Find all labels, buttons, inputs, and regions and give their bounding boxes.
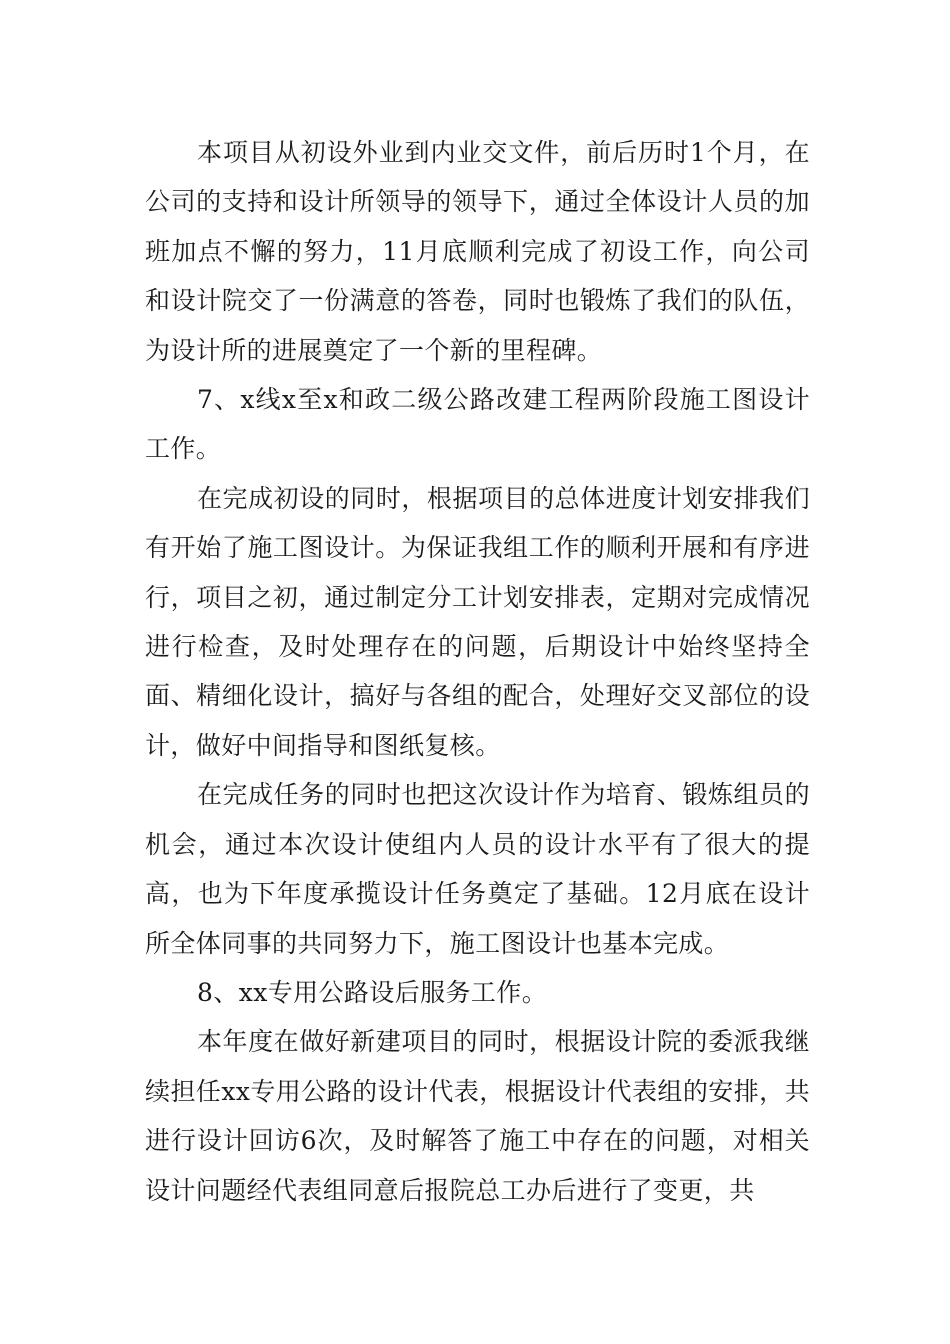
paragraph-item-7-heading: 7、x线x至x和政二级公路改建工程两阶段施工图设计工作。: [145, 385, 810, 464]
paragraph-item-8-heading: 8、xx专用公路设后服务工作。: [197, 977, 548, 1007]
paragraph-preliminary-design-summary: 本项目从初设外业到内业交文件，前后历时1个月，在公司的支持和设计所领导的领导下，通过全体设计人员的加班加点不懈的努力，11月底顺利完成了初设工作，向公司和设计院交了一份满意的答卷，同时也锻炼了我们的队伍，为设计所的进展奠定了一个新的里程碑。: [145, 138, 810, 365]
paragraph-construction-drawing-design: 在完成初设的同时，根据项目的总体进度计划安排我们有开始了施工图设计。为保证我组工作的顺利开展和有序进行，项目之初，通过制定分工计划安排表，定期对完成情况进行检查，及时处理存在的问题，后期设计中始终坚持全面、精细化设计，搞好与各组的配合，处理好交叉部位的设计，做好中间指导和图纸复核。: [145, 483, 810, 760]
paragraph-post-design-service: 本年度在做好新建项目的同时，根据设计院的委派我继续担任xx专用公路的设计代表，根据设计代表组的安排，共进行设计回访6次，及时解答了施工中存在的问题，对相关设计问题经代表组同意后报院总工办后进行了变更，共: [145, 1027, 810, 1205]
paragraph-team-training: 在完成任务的同时也把这次设计作为培育、锻炼组员的机会，通过本次设计使组内人员的设计水平有了很大的提高，也为下年度承揽设计任务奠定了基础。12月底在设计所全体同事的共同努力下，施工图设计也基本完成。: [145, 780, 810, 958]
document-body: [145, 128, 810, 1215]
